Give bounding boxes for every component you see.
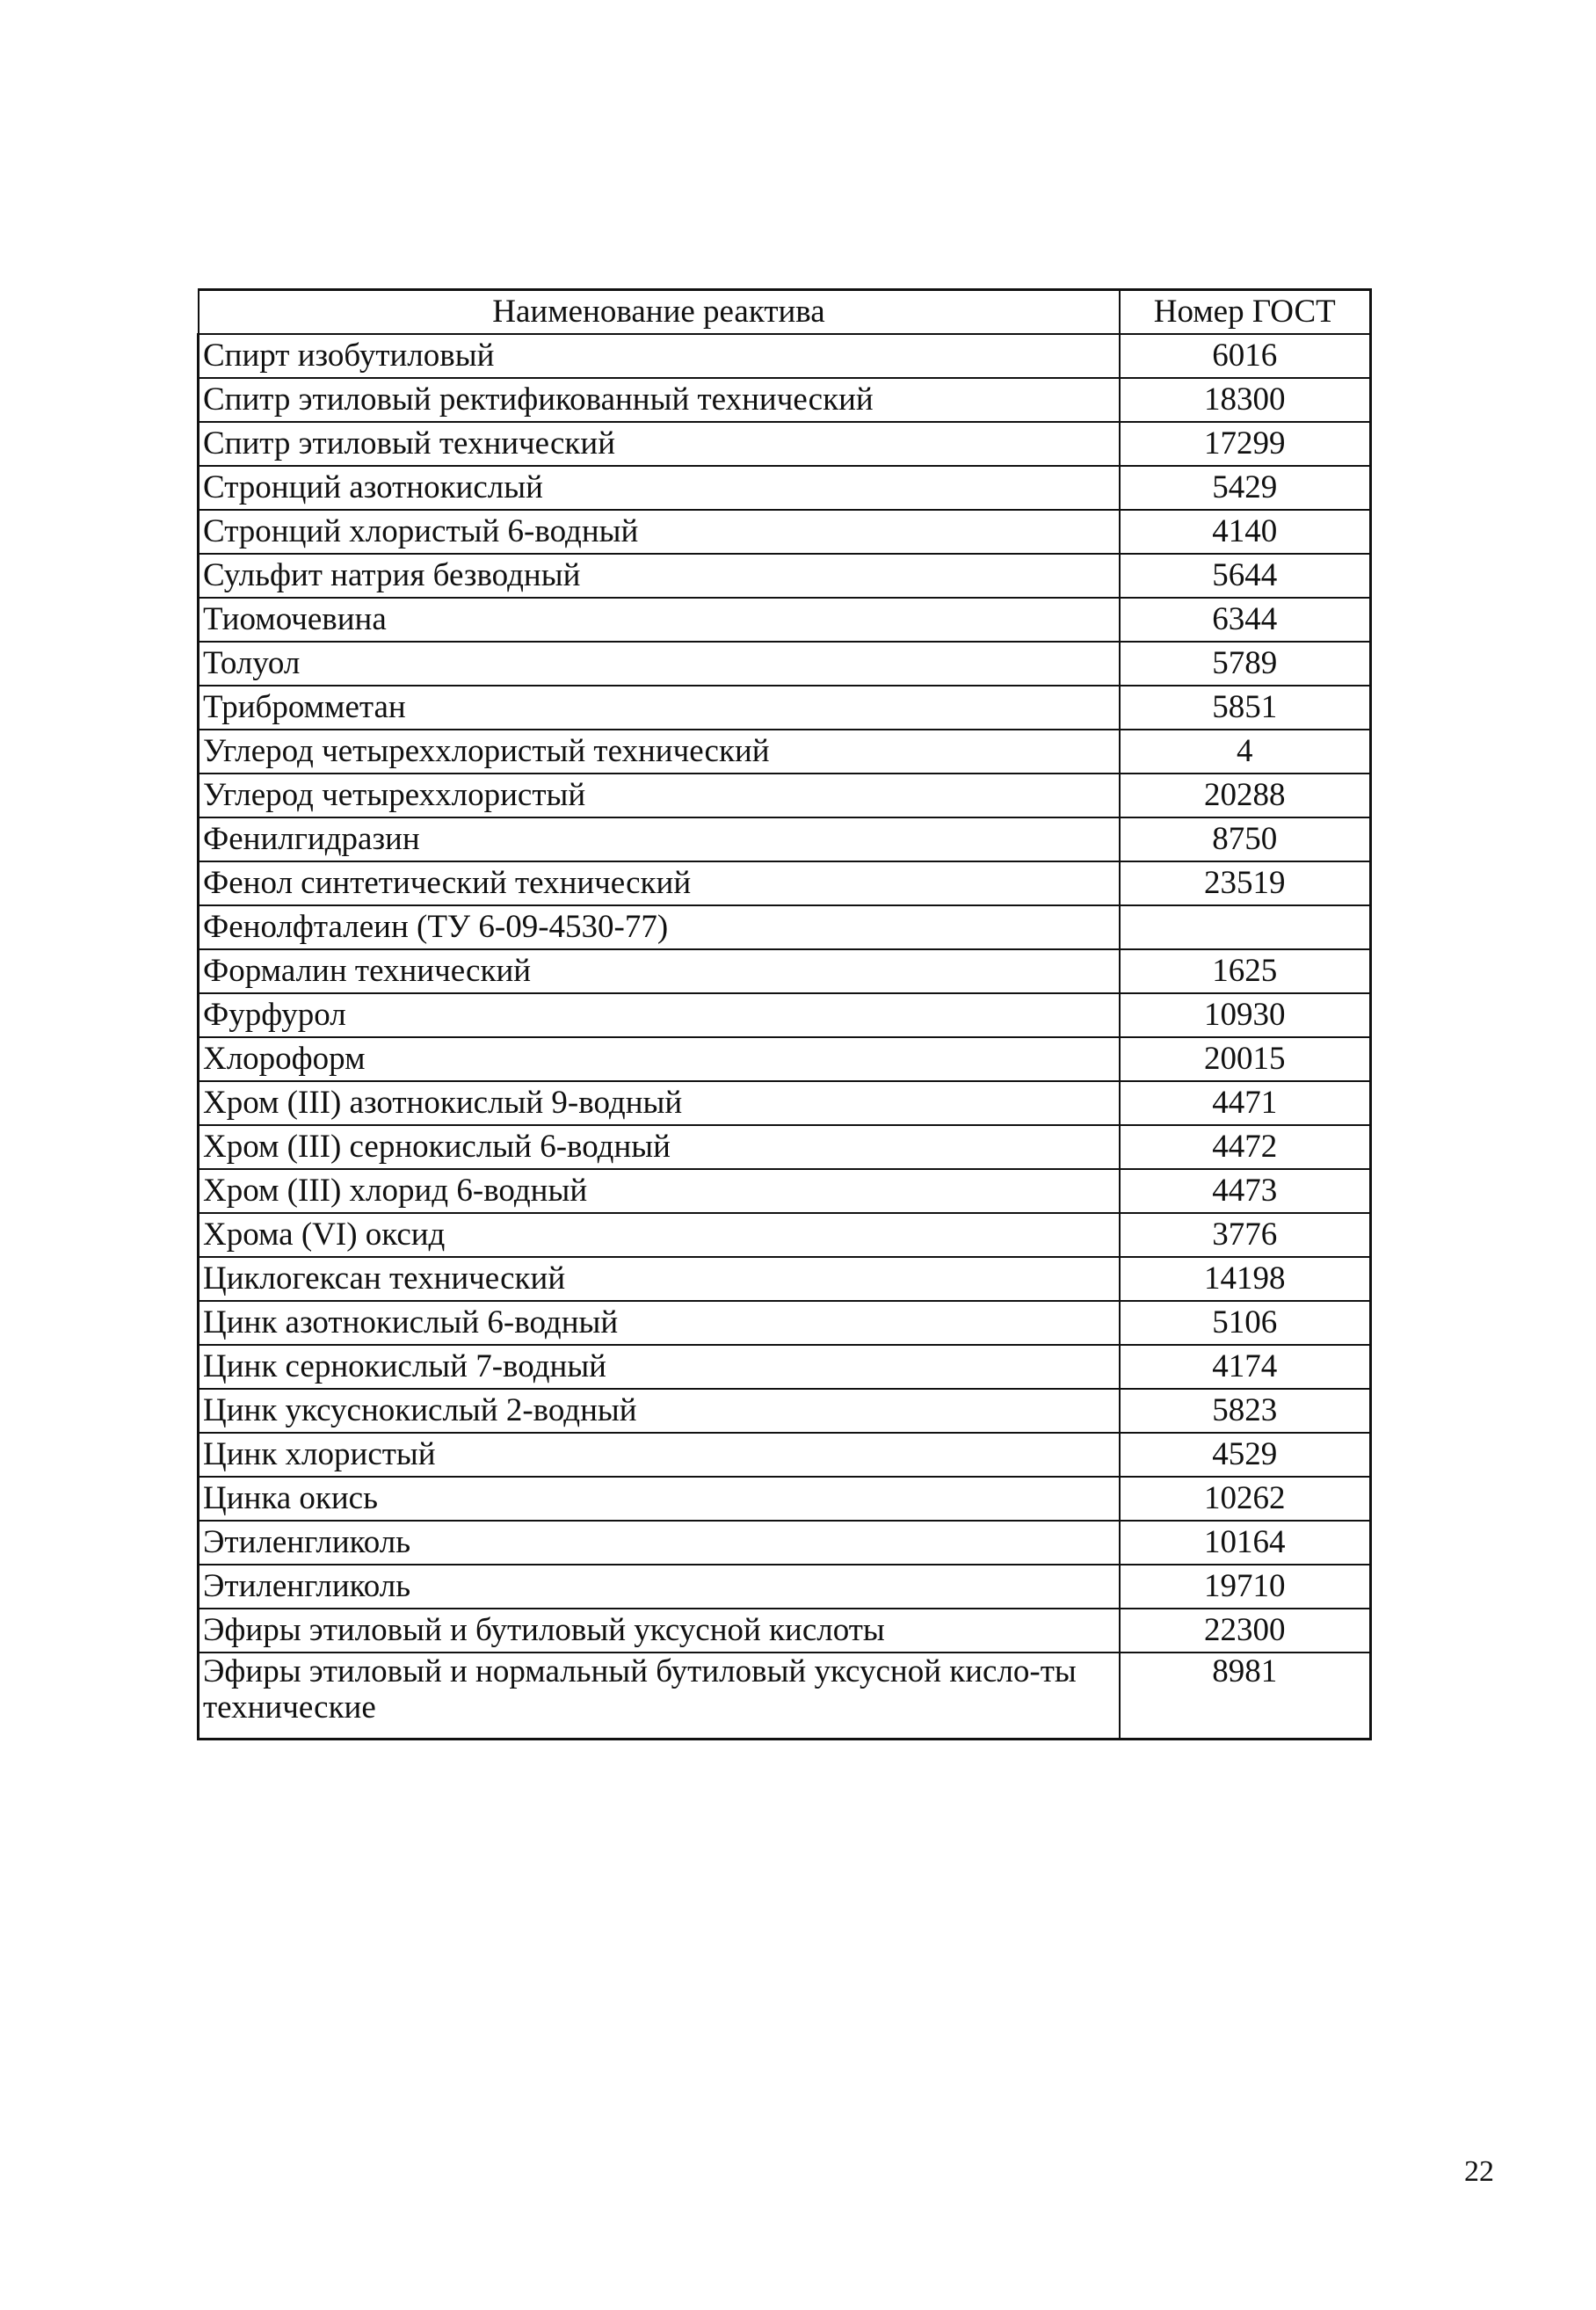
reagent-name-cell: Спитр этиловый ректификованный технический (199, 378, 1120, 422)
table-row (199, 1477, 1371, 1521)
gost-number-cell: 4174 (1120, 1345, 1371, 1389)
table-body (199, 334, 1371, 1740)
reagent-name-cell: Хрома (VI) оксид (199, 1213, 1120, 1257)
gost-number-cell: 4140 (1120, 510, 1371, 554)
reagent-name-cell: Сульфит натрия безводный (199, 554, 1120, 598)
table-row (199, 466, 1371, 510)
gost-number-cell: 20015 (1120, 1037, 1371, 1081)
gost-number-cell: 4 (1120, 730, 1371, 774)
table-row (199, 774, 1371, 817)
table-row (199, 1609, 1371, 1653)
table-row (199, 334, 1371, 378)
table-header (199, 290, 1371, 335)
gost-number-cell: 4471 (1120, 1081, 1371, 1125)
table-row (199, 1037, 1371, 1081)
gost-number-cell: 5429 (1120, 466, 1371, 510)
table-row (199, 1345, 1371, 1389)
table-row (199, 1389, 1371, 1433)
reagent-name-cell: Цинка окись (199, 1477, 1120, 1521)
gost-number-cell: 5823 (1120, 1389, 1371, 1433)
table-row (199, 993, 1371, 1037)
gost-number-cell: 22300 (1120, 1609, 1371, 1653)
gost-number-cell (1120, 905, 1371, 949)
reagent-name-cell: Углерод четыреххлористый (199, 774, 1120, 817)
table-row (199, 686, 1371, 730)
reagent-name-cell: Цинк хлористый (199, 1433, 1120, 1477)
table-row (199, 1565, 1371, 1609)
reagent-gost-table (197, 288, 1372, 1740)
page-number: 22 (1464, 2155, 1494, 2188)
header-reagent-name: Наименование реактива (199, 290, 1120, 335)
header-gost-number: Номер ГОСТ (1120, 290, 1371, 335)
reagent-name-cell: Тиомочевина (199, 598, 1120, 642)
table-row (199, 554, 1371, 598)
reagent-name-cell: Фенолфталеин (ТУ 6-09-4530-77) (199, 905, 1120, 949)
gost-number-cell: 4473 (1120, 1169, 1371, 1213)
table-row (199, 642, 1371, 686)
gost-number-cell: 5851 (1120, 686, 1371, 730)
reagent-name-cell: Фенилгидразин (199, 817, 1120, 861)
gost-number-cell: 4529 (1120, 1433, 1371, 1477)
table-row (199, 905, 1371, 949)
reagent-name-cell: Толуол (199, 642, 1120, 686)
table-row (199, 949, 1371, 993)
reagent-name-cell: Трибромметан (199, 686, 1120, 730)
gost-number-cell: 6344 (1120, 598, 1371, 642)
reagent-name-cell: Цинк уксуснокислый 2-водный (199, 1389, 1120, 1433)
gost-number-cell: 4472 (1120, 1125, 1371, 1169)
gost-number-cell: 8750 (1120, 817, 1371, 861)
table-row (199, 1169, 1371, 1213)
gost-number-cell: 5106 (1120, 1301, 1371, 1345)
gost-number-cell: 10262 (1120, 1477, 1371, 1521)
reagent-name-cell: Формалин технический (199, 949, 1120, 993)
reagent-name-cell: Цинк сернокислый 7-водный (199, 1345, 1120, 1389)
gost-number-cell: 3776 (1120, 1213, 1371, 1257)
gost-number-cell: 10164 (1120, 1521, 1371, 1565)
gost-number-cell: 5789 (1120, 642, 1371, 686)
gost-number-cell: 23519 (1120, 861, 1371, 905)
reagent-name-cell: Спитр этиловый технический (199, 422, 1120, 466)
gost-number-cell: 8981 (1120, 1653, 1371, 1740)
reagent-name-cell: Цинк азотнокислый 6-водный (199, 1301, 1120, 1345)
table-row (199, 730, 1371, 774)
table-row (199, 817, 1371, 861)
header-row (199, 290, 1371, 335)
table-row (199, 861, 1371, 905)
reagent-name-cell: Спирт изобутиловый (199, 334, 1120, 378)
table-row (199, 1257, 1371, 1301)
gost-number-cell: 19710 (1120, 1565, 1371, 1609)
gost-number-cell: 1625 (1120, 949, 1371, 993)
reagent-name-cell: Фурфурол (199, 993, 1120, 1037)
reagent-name-cell: Стронций азотнокислый (199, 466, 1120, 510)
table-row (199, 1125, 1371, 1169)
gost-number-cell: 18300 (1120, 378, 1371, 422)
reagent-name-cell: Углерод четыреххлористый технический (199, 730, 1120, 774)
table-row (199, 422, 1371, 466)
reagent-name-cell: Эфиры этиловый и нормальный бутиловый уксусной кисло-ты технические (199, 1653, 1120, 1740)
table-row (199, 1653, 1371, 1740)
reagent-name-cell: Этиленгликоль (199, 1565, 1120, 1609)
reagent-name-cell: Эфиры этиловый и бутиловый уксусной кислоты (199, 1609, 1120, 1653)
table-row (199, 1301, 1371, 1345)
gost-number-cell: 14198 (1120, 1257, 1371, 1301)
table-row (199, 598, 1371, 642)
reagent-name-cell: Фенол синтетический технический (199, 861, 1120, 905)
table-row (199, 378, 1371, 422)
gost-number-cell: 5644 (1120, 554, 1371, 598)
reagent-name-cell: Этиленгликоль (199, 1521, 1120, 1565)
gost-number-cell: 17299 (1120, 422, 1371, 466)
gost-number-cell: 10930 (1120, 993, 1371, 1037)
table-row (199, 1521, 1371, 1565)
gost-number-cell: 6016 (1120, 334, 1371, 378)
table-row (199, 1433, 1371, 1477)
reagent-name-cell: Хром (III) азотнокислый 9-водный (199, 1081, 1120, 1125)
table-row (199, 1081, 1371, 1125)
table-row (199, 510, 1371, 554)
reagent-name-cell: Стронций хлористый 6-водный (199, 510, 1120, 554)
reagent-name-cell: Хром (III) хлорид 6-водный (199, 1169, 1120, 1213)
reagent-name-cell: Хром (III) сернокислый 6-водный (199, 1125, 1120, 1169)
reagent-name-cell: Хлороформ (199, 1037, 1120, 1081)
gost-number-cell: 20288 (1120, 774, 1371, 817)
table-row (199, 1213, 1371, 1257)
reagent-name-cell: Циклогексан технический (199, 1257, 1120, 1301)
